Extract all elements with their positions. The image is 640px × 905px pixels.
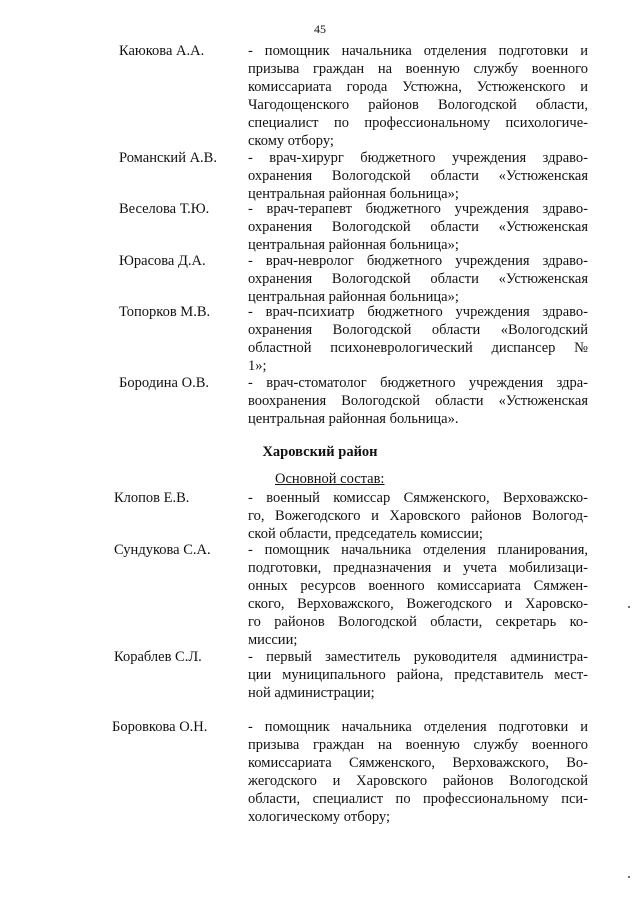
description-line: призыва граждан на военную службу военного: [248, 737, 588, 753]
member-name: Юрасова Д.А.: [119, 253, 206, 269]
description-line: - помощник начальника отделения планирования,: [248, 542, 588, 558]
description-line: ции муниципального района, представитель мест-: [248, 667, 588, 683]
member-description: [248, 303, 588, 375]
description-line: ской области, председатель комиссии;: [248, 526, 483, 542]
description-line: го районов Вологодской области, секретарь ко-: [248, 614, 588, 630]
description-line: онных ресурсов военного комиссариата Сямжен-: [248, 578, 588, 594]
member-description: [248, 648, 588, 702]
member-description: [248, 149, 588, 203]
scan-speck: [628, 606, 630, 608]
description-line: - военный комиссар Сямженского, Верховажско-: [248, 490, 588, 506]
description-line: комиссариата города Устюжна, Устюженского и: [248, 79, 588, 95]
description-line: - врач-невролог бюджетного учреждения здраво-: [248, 253, 588, 269]
description-line: охранения Вологодской области «Устюженская: [248, 219, 588, 235]
description-line: миссии;: [248, 632, 298, 648]
description-line: - помощник начальника отделения подготовки и: [248, 43, 588, 59]
member-name: Клопов Е.В.: [114, 490, 190, 506]
description-line: центральная районная больница»;: [248, 289, 459, 305]
member-name: Бородина О.В.: [119, 375, 210, 391]
description-line: скому отбору;: [248, 133, 334, 149]
description-line: го, Вожегодского и Харовского районов Вологод-: [248, 508, 588, 524]
description-line: ной администрации;: [248, 685, 375, 701]
member-name: Кораблев С.Л.: [114, 649, 202, 665]
section-title: Харовский район: [262, 444, 378, 460]
member-description: [248, 718, 588, 826]
member-description: [248, 200, 588, 254]
member-description: [248, 374, 588, 428]
member-name: Топорков М.В.: [119, 304, 211, 320]
member-name: Романский А.В.: [119, 150, 217, 166]
description-line: центральная районная больница»;: [248, 186, 459, 202]
description-line: - врач-психиатр бюджетного учреждения здраво-: [248, 304, 588, 320]
description-line: - помощник начальника отделения подготовки и: [248, 719, 588, 735]
description-line: 1»;: [248, 358, 267, 374]
description-line: жегодского и Харовского районов Вологодской: [248, 773, 588, 789]
member-description: [248, 252, 588, 306]
description-line: Чагодощенского районов Вологодской области,: [248, 97, 588, 113]
member-name: Сундукова С.А.: [114, 542, 211, 558]
description-line: хологическому отбору;: [248, 809, 390, 825]
description-line: комиссариата Сямженского, Верховажского, Во-: [248, 755, 588, 771]
member-description: [248, 541, 588, 649]
description-line: - первый заместитель руководителя администра-: [248, 649, 588, 665]
description-line: призыва граждан на военную службу военного: [248, 61, 588, 77]
page-number: 45: [314, 22, 326, 36]
member-name: Каюкова А.А.: [119, 43, 205, 59]
description-line: охранения Вологодской области «Устюженская: [248, 271, 588, 287]
description-line: охранения Вологодской области «Вологодский: [248, 322, 588, 338]
description-line: - врач-терапевт бюджетного учреждения здраво-: [248, 201, 588, 217]
description-line: области, специалист по профессиональному пси-: [248, 791, 588, 807]
description-line: - врач-хирург бюджетного учреждения здраво-: [248, 150, 588, 166]
description-line: областной психоневрологический диспансер №: [248, 340, 588, 356]
description-line: центральная районная больница».: [248, 411, 459, 427]
description-line: специалист по профессиональному психологиче-: [248, 115, 588, 131]
description-line: - врач-стоматолог бюджетного учреждения здра-: [248, 375, 588, 391]
description-line: подготовки, предназначения и учета мобилизаци-: [248, 560, 588, 576]
description-line: центральная районная больница»;: [248, 237, 459, 253]
description-line: ского, Верховажского, Вожегодского и Харовско-: [248, 596, 588, 612]
description-line: охранения Вологодской области «Устюженская: [248, 168, 588, 184]
scan-speck: [628, 876, 630, 878]
member-name: Боровкова О.Н.: [112, 719, 208, 735]
member-description: [248, 489, 588, 543]
member-name: Веселова Т.Ю.: [119, 201, 210, 217]
subsection-title: Основной состав:: [275, 471, 385, 487]
description-line: воохранения Вологодской области «Устюженская: [248, 393, 588, 409]
member-description: [248, 42, 588, 150]
